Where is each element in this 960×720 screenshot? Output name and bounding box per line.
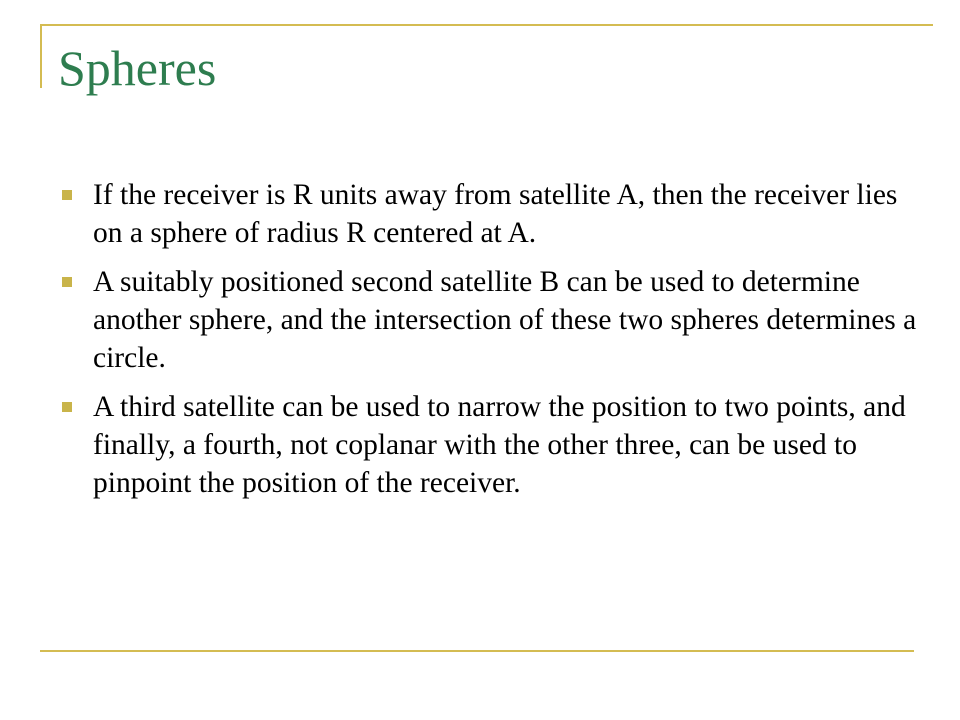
square-bullet-icon: [62, 402, 72, 412]
frame-bottom-line: [40, 650, 914, 652]
bullet-text: A third satellite can be used to narrow the position to two points, and finally, a fourth, not coplanar with the other three, can be used to pinpoint the position of the receiver.: [93, 391, 906, 499]
bullet-text: A suitably positioned second satellite B can be used to determine another sphere, and the intersection of these two spheres determines a circle.: [93, 266, 917, 374]
square-bullet-icon: [62, 190, 72, 200]
square-bullet-icon: [62, 277, 72, 287]
frame-left-line: [40, 24, 42, 88]
slide-title: Spheres: [58, 40, 217, 96]
frame-top-line: [40, 24, 933, 26]
bullet-item: [62, 176, 922, 252]
bullet-text: If the receiver is R units away from satellite A, then the receiver lies on a sphere of radius R centered at A.: [93, 179, 898, 249]
bullet-item: [62, 263, 922, 377]
bullet-list: [62, 176, 922, 513]
bullet-item: [62, 388, 922, 502]
